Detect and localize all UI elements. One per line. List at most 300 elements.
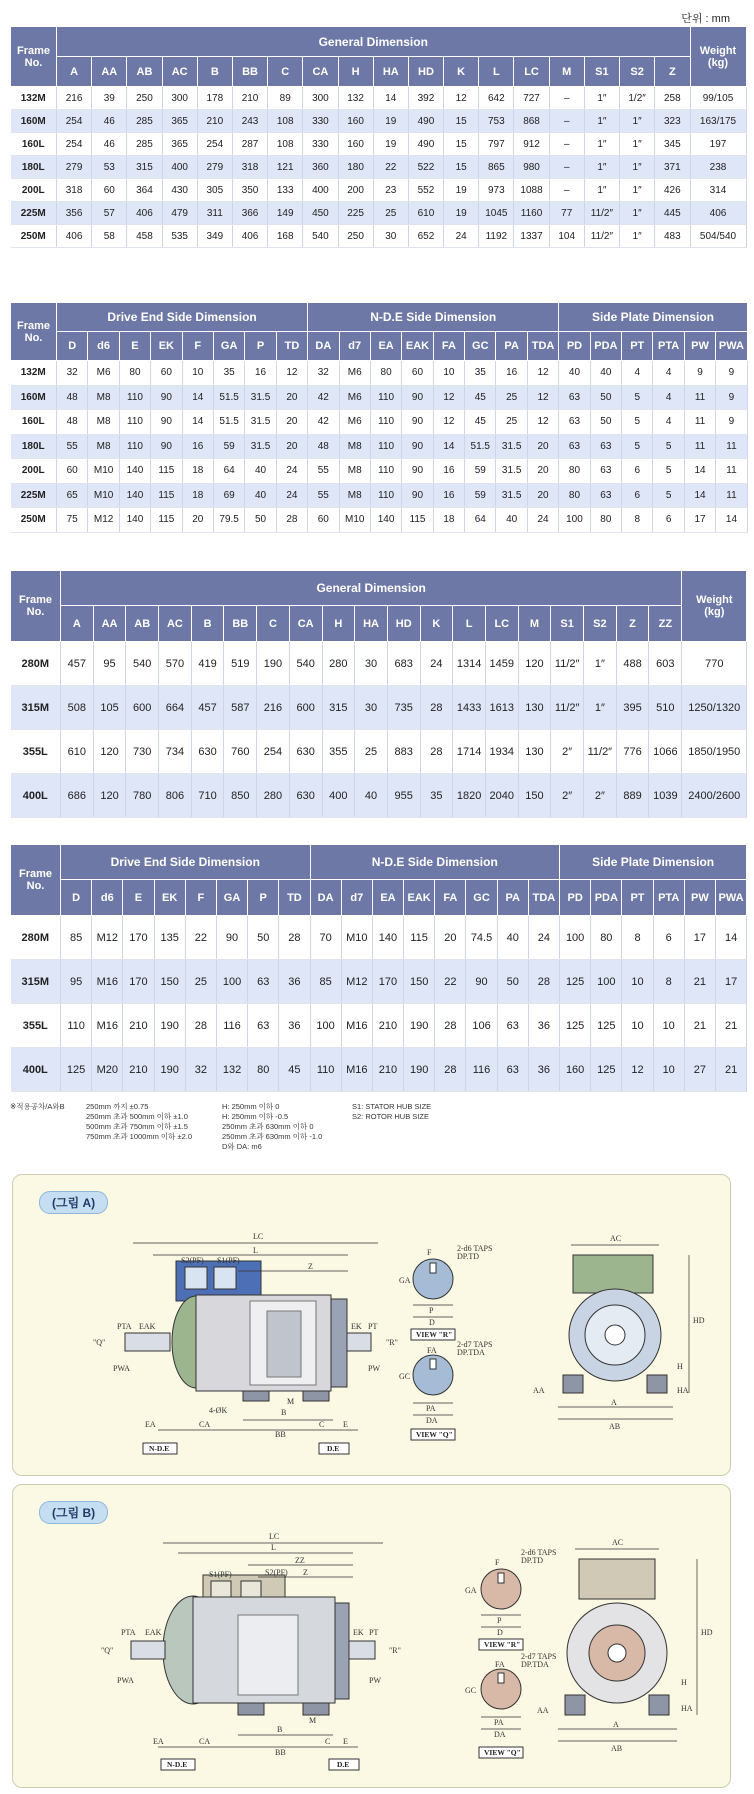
- dim-s1: S1(PF): [209, 1570, 232, 1579]
- column-header-pd: PD: [559, 332, 590, 361]
- value-cell: 1″: [584, 642, 617, 686]
- value-cell: 9: [684, 361, 715, 386]
- value-cell: 149: [268, 202, 303, 225]
- value-cell: 371: [655, 156, 690, 179]
- dim-p: P: [497, 1616, 502, 1625]
- value-cell: 30: [373, 225, 408, 248]
- column-header-pwa: PWA: [715, 880, 746, 916]
- value-cell: 730: [126, 730, 159, 774]
- dim-m: M: [287, 1397, 295, 1406]
- value-cell: 115: [151, 483, 182, 508]
- value-cell: 90: [402, 385, 433, 410]
- column-header-a: A: [61, 606, 94, 642]
- value-cell: 1″: [584, 686, 617, 730]
- value-cell: 1045: [479, 202, 514, 225]
- column-header-da: DA: [308, 332, 339, 361]
- value-cell: 80: [591, 916, 622, 960]
- value-cell: 132: [338, 87, 373, 110]
- value-cell: 25: [373, 202, 408, 225]
- value-cell: 356: [57, 202, 92, 225]
- value-cell: 77: [549, 202, 584, 225]
- value-cell: 18: [433, 508, 464, 533]
- column-header-hd: HD: [387, 606, 420, 642]
- nde-header: N-D.E Side Dimension: [308, 303, 559, 332]
- dim-ga: GA: [465, 1586, 477, 1595]
- value-cell: 115: [404, 916, 435, 960]
- value-cell: 110: [370, 483, 401, 508]
- value-cell: M12: [88, 508, 119, 533]
- value-cell: 225: [338, 202, 373, 225]
- value-cell: 400: [303, 179, 338, 202]
- dim-z: Z: [308, 1262, 313, 1271]
- figure-b-tag: (그림 B): [39, 1501, 108, 1524]
- value-cell: –: [549, 179, 584, 202]
- column-header-td: TD: [279, 880, 310, 916]
- value-cell: 31.5: [496, 483, 527, 508]
- value-cell: 36: [528, 1048, 559, 1092]
- value-cell: 168: [268, 225, 303, 248]
- frame-cell: 225M: [11, 483, 57, 508]
- column-header-pt: PT: [622, 880, 653, 916]
- value-cell: 450: [303, 202, 338, 225]
- value-cell: 100: [216, 960, 247, 1004]
- column-header-f: F: [185, 880, 216, 916]
- value-cell: 30: [355, 686, 388, 730]
- value-cell: 10: [653, 1004, 684, 1048]
- value-cell: 25: [185, 960, 216, 1004]
- value-cell: 59: [465, 459, 496, 484]
- value-cell: 1337: [514, 225, 549, 248]
- value-cell: 6: [653, 916, 684, 960]
- frame-cell: 250M: [11, 225, 57, 248]
- value-cell: 28: [435, 1048, 466, 1092]
- dim-gc: GC: [465, 1686, 477, 1695]
- value-cell: 17: [684, 508, 715, 533]
- value-cell: 753: [479, 110, 514, 133]
- value-cell: 5: [653, 459, 684, 484]
- dim-s2: S2(PF): [265, 1568, 288, 1577]
- value-cell: 1714: [453, 730, 486, 774]
- value-cell: 210: [372, 1048, 403, 1092]
- column-header-m: M: [518, 606, 551, 642]
- value-cell: 24: [420, 642, 453, 686]
- column-header-eak: EAK: [404, 880, 435, 916]
- column-header-ac: AC: [162, 57, 197, 87]
- value-cell: 16: [496, 361, 527, 386]
- value-cell: 125: [560, 960, 591, 1004]
- value-cell: 10: [653, 1048, 684, 1092]
- value-cell: 100: [559, 508, 590, 533]
- frame-cell: 160L: [11, 133, 57, 156]
- value-cell: 120: [518, 642, 551, 686]
- value-cell: 22: [185, 916, 216, 960]
- dim-ha: HA: [677, 1386, 689, 1395]
- value-cell: 100: [560, 916, 591, 960]
- value-cell: 130: [518, 730, 551, 774]
- table-row: [11, 156, 747, 179]
- column-header-c: C: [257, 606, 290, 642]
- value-cell: 59: [213, 434, 244, 459]
- value-cell: 69: [213, 483, 244, 508]
- value-cell: 90: [216, 916, 247, 960]
- unit-label: 단위 : mm: [681, 13, 730, 25]
- column-header-l: L: [453, 606, 486, 642]
- value-cell: 21: [684, 960, 715, 1004]
- value-cell: 20: [435, 916, 466, 960]
- notes-title: ※적용공차/A와B: [10, 1102, 65, 1111]
- dim-lc: LC: [269, 1532, 280, 1541]
- value-cell: M10: [341, 916, 372, 960]
- column-header-pt: PT: [622, 332, 653, 361]
- value-cell: 21: [715, 1004, 746, 1048]
- dim-p: P: [429, 1306, 434, 1315]
- dim-ca: CA: [199, 1420, 211, 1429]
- value-cell: 25: [496, 410, 527, 435]
- value-cell: M6: [339, 361, 370, 386]
- value-cell: 70: [310, 916, 341, 960]
- value-cell: 280: [322, 642, 355, 686]
- weight-cell: 163/175: [690, 110, 746, 133]
- note-line: 500mm 초과 750mm 이하 ±1.5: [86, 1122, 188, 1131]
- value-cell: 15: [444, 110, 479, 133]
- value-cell: 90: [402, 410, 433, 435]
- value-cell: 24: [528, 916, 559, 960]
- value-cell: 20: [276, 410, 307, 435]
- value-cell: 14: [182, 385, 213, 410]
- value-cell: 630: [289, 730, 322, 774]
- taps-d6-depth: DP.TD: [521, 1556, 544, 1565]
- value-cell: 115: [402, 508, 433, 533]
- value-cell: 4: [653, 361, 684, 386]
- value-cell: 40: [245, 459, 276, 484]
- dim-k: 4-ØK: [209, 1406, 228, 1415]
- weight-cell: 2400/2600: [682, 774, 747, 818]
- column-header-d6: d6: [92, 880, 123, 916]
- value-cell: 9: [716, 361, 747, 386]
- value-cell: 178: [197, 87, 232, 110]
- column-header-bb: BB: [224, 606, 257, 642]
- value-cell: 160: [338, 110, 373, 133]
- value-cell: 32: [185, 1048, 216, 1092]
- figure-a-panel: [12, 1174, 731, 1476]
- weight-header: Weight (kg): [682, 571, 747, 642]
- column-header-a: A: [57, 57, 92, 87]
- value-cell: M8: [339, 483, 370, 508]
- value-cell: 400: [162, 156, 197, 179]
- column-header-pw: PW: [684, 332, 715, 361]
- value-cell: 355: [322, 730, 355, 774]
- dim-pt: PT: [368, 1322, 378, 1331]
- figure-b-panel: [12, 1484, 731, 1788]
- dim-c: C: [325, 1737, 331, 1746]
- value-cell: 21: [715, 1048, 746, 1092]
- dim-da: DA: [426, 1416, 438, 1425]
- taps-d7: 2-d7 TAPS: [457, 1340, 493, 1349]
- value-cell: 250: [127, 87, 162, 110]
- column-header-pta: PTA: [653, 332, 684, 361]
- table-row: [11, 133, 747, 156]
- note-line: 250mm 초과 630mm 이하 0: [222, 1122, 314, 1131]
- value-cell: 64: [465, 508, 496, 533]
- frame-cell: 315M: [11, 960, 61, 1004]
- value-cell: M10: [88, 483, 119, 508]
- value-cell: 710: [191, 774, 224, 818]
- table-row: [11, 1048, 747, 1092]
- value-cell: 90: [402, 434, 433, 459]
- value-cell: 28: [185, 1004, 216, 1048]
- column-header-hd: HD: [408, 57, 443, 87]
- dim-m: M: [309, 1716, 317, 1725]
- value-cell: 254: [57, 133, 92, 156]
- value-cell: 11: [684, 410, 715, 435]
- motor-front-view: [558, 1245, 689, 1419]
- note-line: H: 250mm 이하 0: [222, 1102, 280, 1111]
- dim-pa: PA: [494, 1718, 504, 1727]
- value-cell: 216: [57, 87, 92, 110]
- general-dimension-header: General Dimension: [61, 571, 682, 606]
- value-cell: 12: [527, 385, 558, 410]
- value-cell: 311: [197, 202, 232, 225]
- column-header-ac: AC: [159, 606, 192, 642]
- column-header-fa: FA: [435, 880, 466, 916]
- value-cell: 8: [622, 508, 653, 533]
- value-cell: 10: [182, 361, 213, 386]
- value-cell: 630: [289, 774, 322, 818]
- dim-s2: S2(PF): [181, 1256, 204, 1265]
- de-box: D.E: [327, 1444, 340, 1453]
- value-cell: 2040: [485, 774, 518, 818]
- dim-fa: FA: [495, 1660, 505, 1669]
- table-row: [11, 110, 747, 133]
- value-cell: 365: [162, 133, 197, 156]
- value-cell: 95: [61, 960, 92, 1004]
- notes-col-height: [222, 1102, 322, 1152]
- value-cell: 1039: [649, 774, 682, 818]
- value-cell: 587: [224, 686, 257, 730]
- view-q-label: VIEW "Q": [484, 1748, 521, 1757]
- value-cell: 108: [268, 133, 303, 156]
- value-cell: 25: [496, 385, 527, 410]
- value-cell: 10: [622, 1004, 653, 1048]
- value-cell: 28: [279, 916, 310, 960]
- table-row: [11, 434, 748, 459]
- value-cell: 1″: [620, 179, 655, 202]
- weight-header: Weight (kg): [690, 27, 746, 87]
- value-cell: 19: [444, 202, 479, 225]
- motor-side-view: [125, 1243, 378, 1430]
- value-cell: 603: [649, 642, 682, 686]
- value-cell: 36: [528, 1004, 559, 1048]
- column-header-d: D: [57, 332, 88, 361]
- value-cell: 1″: [584, 133, 619, 156]
- value-cell: 40: [559, 361, 590, 386]
- view-r-label: VIEW "R": [484, 1640, 521, 1649]
- table-row: [11, 483, 748, 508]
- frame-cell: 225M: [11, 202, 57, 225]
- value-cell: 254: [197, 133, 232, 156]
- value-cell: 1088: [514, 179, 549, 202]
- value-cell: 364: [127, 179, 162, 202]
- column-header-b: B: [191, 606, 224, 642]
- value-cell: 28: [276, 508, 307, 533]
- note-line: 250mm 까지 ±0.75: [86, 1102, 149, 1111]
- value-cell: 1613: [485, 686, 518, 730]
- value-cell: 24: [444, 225, 479, 248]
- column-header-k: K: [444, 57, 479, 87]
- value-cell: 28: [435, 1004, 466, 1048]
- dim-eak: EAK: [139, 1322, 156, 1331]
- weight-cell: 406: [690, 202, 746, 225]
- value-cell: 9: [716, 410, 747, 435]
- value-cell: 12: [444, 87, 479, 110]
- value-cell: 125: [591, 1004, 622, 1048]
- column-header-d: D: [61, 880, 92, 916]
- value-cell: 457: [191, 686, 224, 730]
- dim-f: F: [495, 1558, 500, 1567]
- value-cell: 652: [408, 225, 443, 248]
- value-cell: 110: [119, 434, 150, 459]
- value-cell: 5: [622, 385, 653, 410]
- dim-ga: GA: [399, 1276, 411, 1285]
- dim-e: E: [343, 1737, 348, 1746]
- table-row: [11, 385, 748, 410]
- general-dimension-header: General Dimension: [57, 27, 691, 57]
- frame-cell: 200L: [11, 459, 57, 484]
- value-cell: 458: [127, 225, 162, 248]
- weight-cell: 197: [690, 133, 746, 156]
- value-cell: 19: [373, 133, 408, 156]
- value-cell: 63: [248, 1004, 279, 1048]
- column-header-bb: BB: [232, 57, 267, 87]
- value-cell: 318: [232, 156, 267, 179]
- value-cell: 79.5: [213, 508, 244, 533]
- column-header-ga: GA: [216, 880, 247, 916]
- taps-d6: 2-d6 TAPS: [457, 1244, 493, 1253]
- value-cell: 540: [303, 225, 338, 248]
- value-cell: 46: [92, 110, 127, 133]
- value-cell: 125: [560, 1004, 591, 1048]
- value-cell: 330: [303, 133, 338, 156]
- value-cell: 36: [279, 960, 310, 1004]
- dim-c: C: [319, 1420, 325, 1429]
- value-cell: 32: [57, 361, 88, 386]
- value-cell: 210: [123, 1048, 154, 1092]
- value-cell: 105: [93, 686, 126, 730]
- column-header-d7: d7: [341, 880, 372, 916]
- value-cell: 600: [289, 686, 322, 730]
- value-cell: 2″: [551, 774, 584, 818]
- value-cell: 760: [224, 730, 257, 774]
- column-header-tda: TDA: [528, 880, 559, 916]
- value-cell: 865: [479, 156, 514, 179]
- value-cell: 14: [716, 508, 747, 533]
- value-cell: M16: [92, 1004, 123, 1048]
- value-cell: 15: [444, 133, 479, 156]
- value-cell: 254: [257, 730, 290, 774]
- value-cell: 508: [61, 686, 94, 730]
- value-cell: 540: [126, 642, 159, 686]
- value-cell: 6: [653, 508, 684, 533]
- dim-ek: EK: [353, 1628, 364, 1637]
- column-header-s2: S2: [620, 57, 655, 87]
- column-header-pwa: PWA: [716, 332, 747, 361]
- value-cell: 140: [372, 916, 403, 960]
- value-cell: 973: [479, 179, 514, 202]
- column-header-pa: PA: [496, 332, 527, 361]
- side-dimension-table-small: [10, 302, 748, 533]
- value-cell: 110: [310, 1048, 341, 1092]
- column-header-e: E: [123, 880, 154, 916]
- column-header-l: L: [479, 57, 514, 87]
- value-cell: 610: [61, 730, 94, 774]
- table-row: [11, 459, 748, 484]
- column-header-z: Z: [616, 606, 649, 642]
- value-cell: 63: [497, 1048, 528, 1092]
- value-cell: 40: [590, 361, 621, 386]
- value-cell: –: [549, 156, 584, 179]
- value-cell: 40: [496, 508, 527, 533]
- value-cell: 630: [191, 730, 224, 774]
- value-cell: 30: [355, 642, 388, 686]
- column-header-e: E: [119, 332, 150, 361]
- column-header-eak: EAK: [402, 332, 433, 361]
- column-header-c: C: [268, 57, 303, 87]
- note-line: 250mm 초과 630mm 이하 -1.0: [222, 1132, 323, 1141]
- notes-col-hub: [352, 1102, 431, 1122]
- value-cell: 180: [338, 156, 373, 179]
- value-cell: 1934: [485, 730, 518, 774]
- value-cell: –: [549, 133, 584, 156]
- dim-pta: PTA: [117, 1322, 132, 1331]
- table-row: [11, 730, 747, 774]
- frame-cell: 355L: [11, 1004, 61, 1048]
- column-header-ab: AB: [126, 606, 159, 642]
- value-cell: 445: [655, 202, 690, 225]
- value-cell: 42: [308, 385, 339, 410]
- value-cell: 12: [276, 361, 307, 386]
- value-cell: 16: [182, 434, 213, 459]
- value-cell: 55: [308, 483, 339, 508]
- value-cell: M16: [341, 1004, 372, 1048]
- value-cell: 58: [92, 225, 127, 248]
- value-cell: 60: [402, 361, 433, 386]
- side-plate-header: Side Plate Dimension: [559, 303, 747, 332]
- value-cell: 64: [213, 459, 244, 484]
- table-row: [11, 87, 747, 110]
- dim-hd: HD: [701, 1628, 713, 1637]
- value-cell: 50: [590, 410, 621, 435]
- value-cell: 90: [402, 483, 433, 508]
- dim-b: B: [277, 1725, 283, 1734]
- value-cell: 90: [151, 385, 182, 410]
- de-box: D.E: [337, 1760, 350, 1769]
- dim-h: H: [681, 1678, 687, 1687]
- value-cell: M12: [92, 916, 123, 960]
- value-cell: 116: [466, 1048, 497, 1092]
- value-cell: 108: [268, 110, 303, 133]
- value-cell: 45: [465, 385, 496, 410]
- column-header-fa: FA: [433, 332, 464, 361]
- value-cell: 216: [257, 686, 290, 730]
- value-cell: 5: [653, 434, 684, 459]
- value-cell: 28: [528, 960, 559, 1004]
- column-header-pda: PDA: [590, 332, 621, 361]
- column-header-da: DA: [310, 880, 341, 916]
- value-cell: 90: [466, 960, 497, 1004]
- value-cell: 406: [57, 225, 92, 248]
- weight-cell: 1250/1320: [682, 686, 747, 730]
- value-cell: 132: [216, 1048, 247, 1092]
